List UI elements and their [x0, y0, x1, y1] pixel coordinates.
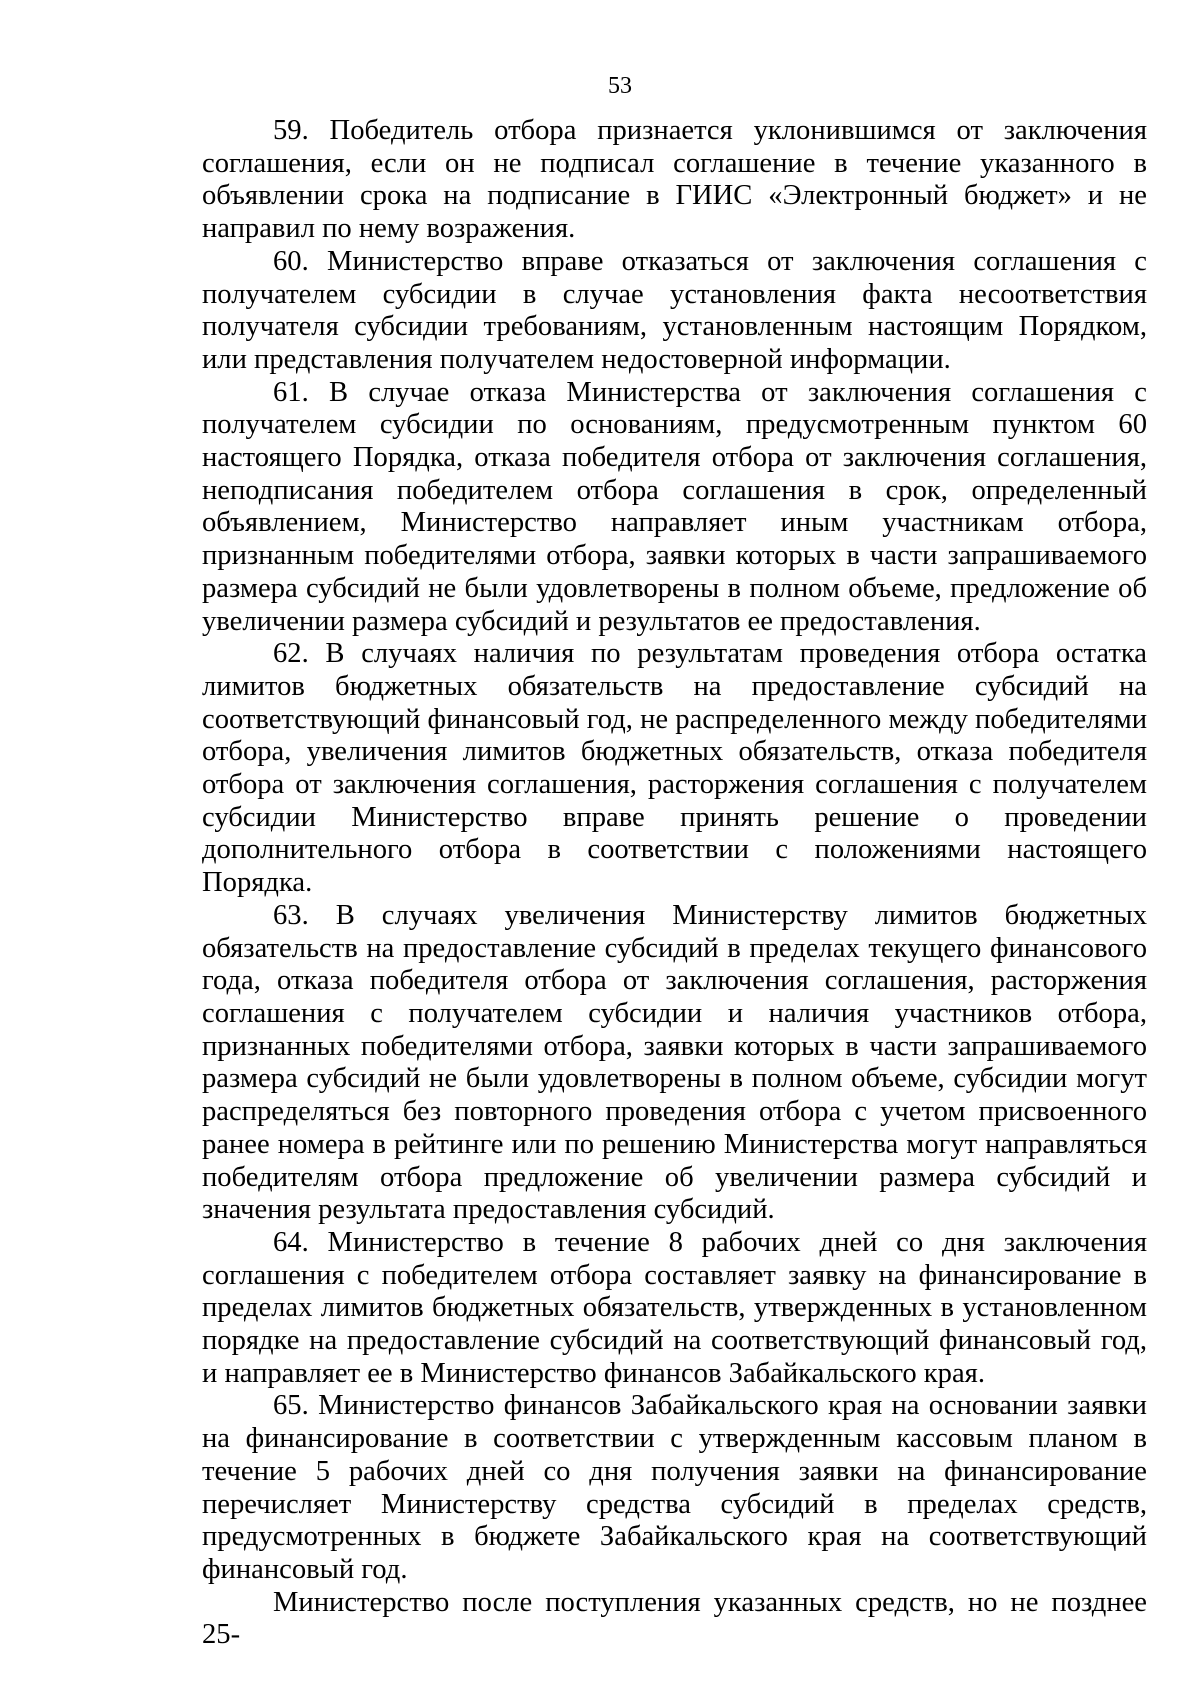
paragraph-65: 65. Министерство финансов Забайкальского края на основании заявки на финансирование в соответствии с утвержденным кассовым планом в течение 5 рабочих дней со дня получения заявки на финансирование перечисляет Министерству средства субсидий в пределах средств, предусмотренных в бюджете Забайкальского края на соответствующий финансовый год.: [202, 1390, 1147, 1585]
document-body: [202, 115, 1147, 1652]
paragraph-59: 59. Победитель отбора признается уклонившимся от заключения соглашения, если он не подписал соглашение в течение указанного в объявлении срока на подписание в ГИИС «Электронный бюджет» и не направил по нему возражения.: [202, 115, 1147, 245]
paragraph-61: 61. В случае отказа Министерства от заключения соглашения с получателем субсидии по основаниям, предусмотренным пунктом 60 настоящего Порядка, отказа победителя отбора от заключения соглашения, неподписания победителем отбора соглашения в срок, определенный объявлением, Министерство направляет иным участникам отбора, признанным победителями отбора, заявки которых в части запрашиваемого размера субсидий не были удовлетворены в полном объеме, предложение об увеличении размера субсидий и результатов ее предоставления.: [202, 376, 1147, 637]
paragraph-63: 63. В случаях увеличения Министерству лимитов бюджетных обязательств на предоставление субсидий в пределах текущего финансового года, отказа победителя отбора от заключения соглашения, расторжения соглашения с получателем субсидии и наличия участников отбора, признанных победителями отбора, заявки которых в части запрашиваемого размера субсидий не были удовлетворены в полном объеме, субсидии могут распределяться без повторного проведения отбора с учетом присвоенного ранее номера в рейтинге или по решению Министерства могут направляться победителям отбора предложение об увеличении размера субсидий и значения результата предоставления субсидий.: [202, 899, 1147, 1226]
page-number: 53: [608, 73, 632, 99]
paragraph-60: 60. Министерство вправе отказаться от заключения соглашения с получателем субсидии в случае установления факта несоответствия получателя субсидии требованиям, установленным настоящим Порядком, или представления получателем недостоверной информации.: [202, 245, 1147, 375]
paragraph-continuation: Министерство после поступления указанных средств, но не позднее 25-: [202, 1586, 1147, 1651]
paragraph-64: 64. Министерство в течение 8 рабочих дней со дня заключения соглашения с победителем отбора составляет заявку на финансирование в пределах лимитов бюджетных обязательств, утвержденных в установленном порядке на предоставление субсидий на соответствующий финансовый год, и направляет ее в Министерство финансов Забайкальского края.: [202, 1226, 1147, 1389]
paragraph-62: 62. В случаях наличия по результатам проведения отбора остатка лимитов бюджетных обязательств на предоставление субсидий на соответствующий финансовый год, не распределенного между победителями отбора, увеличения лимитов бюджетных обязательств, отказа победителя отбора от заключения соглашения, расторжения соглашения с получателем субсидии Министерство вправе принять решение о проведении дополнительного отбора в соответствии с положениями настоящего Порядка.: [202, 638, 1147, 899]
